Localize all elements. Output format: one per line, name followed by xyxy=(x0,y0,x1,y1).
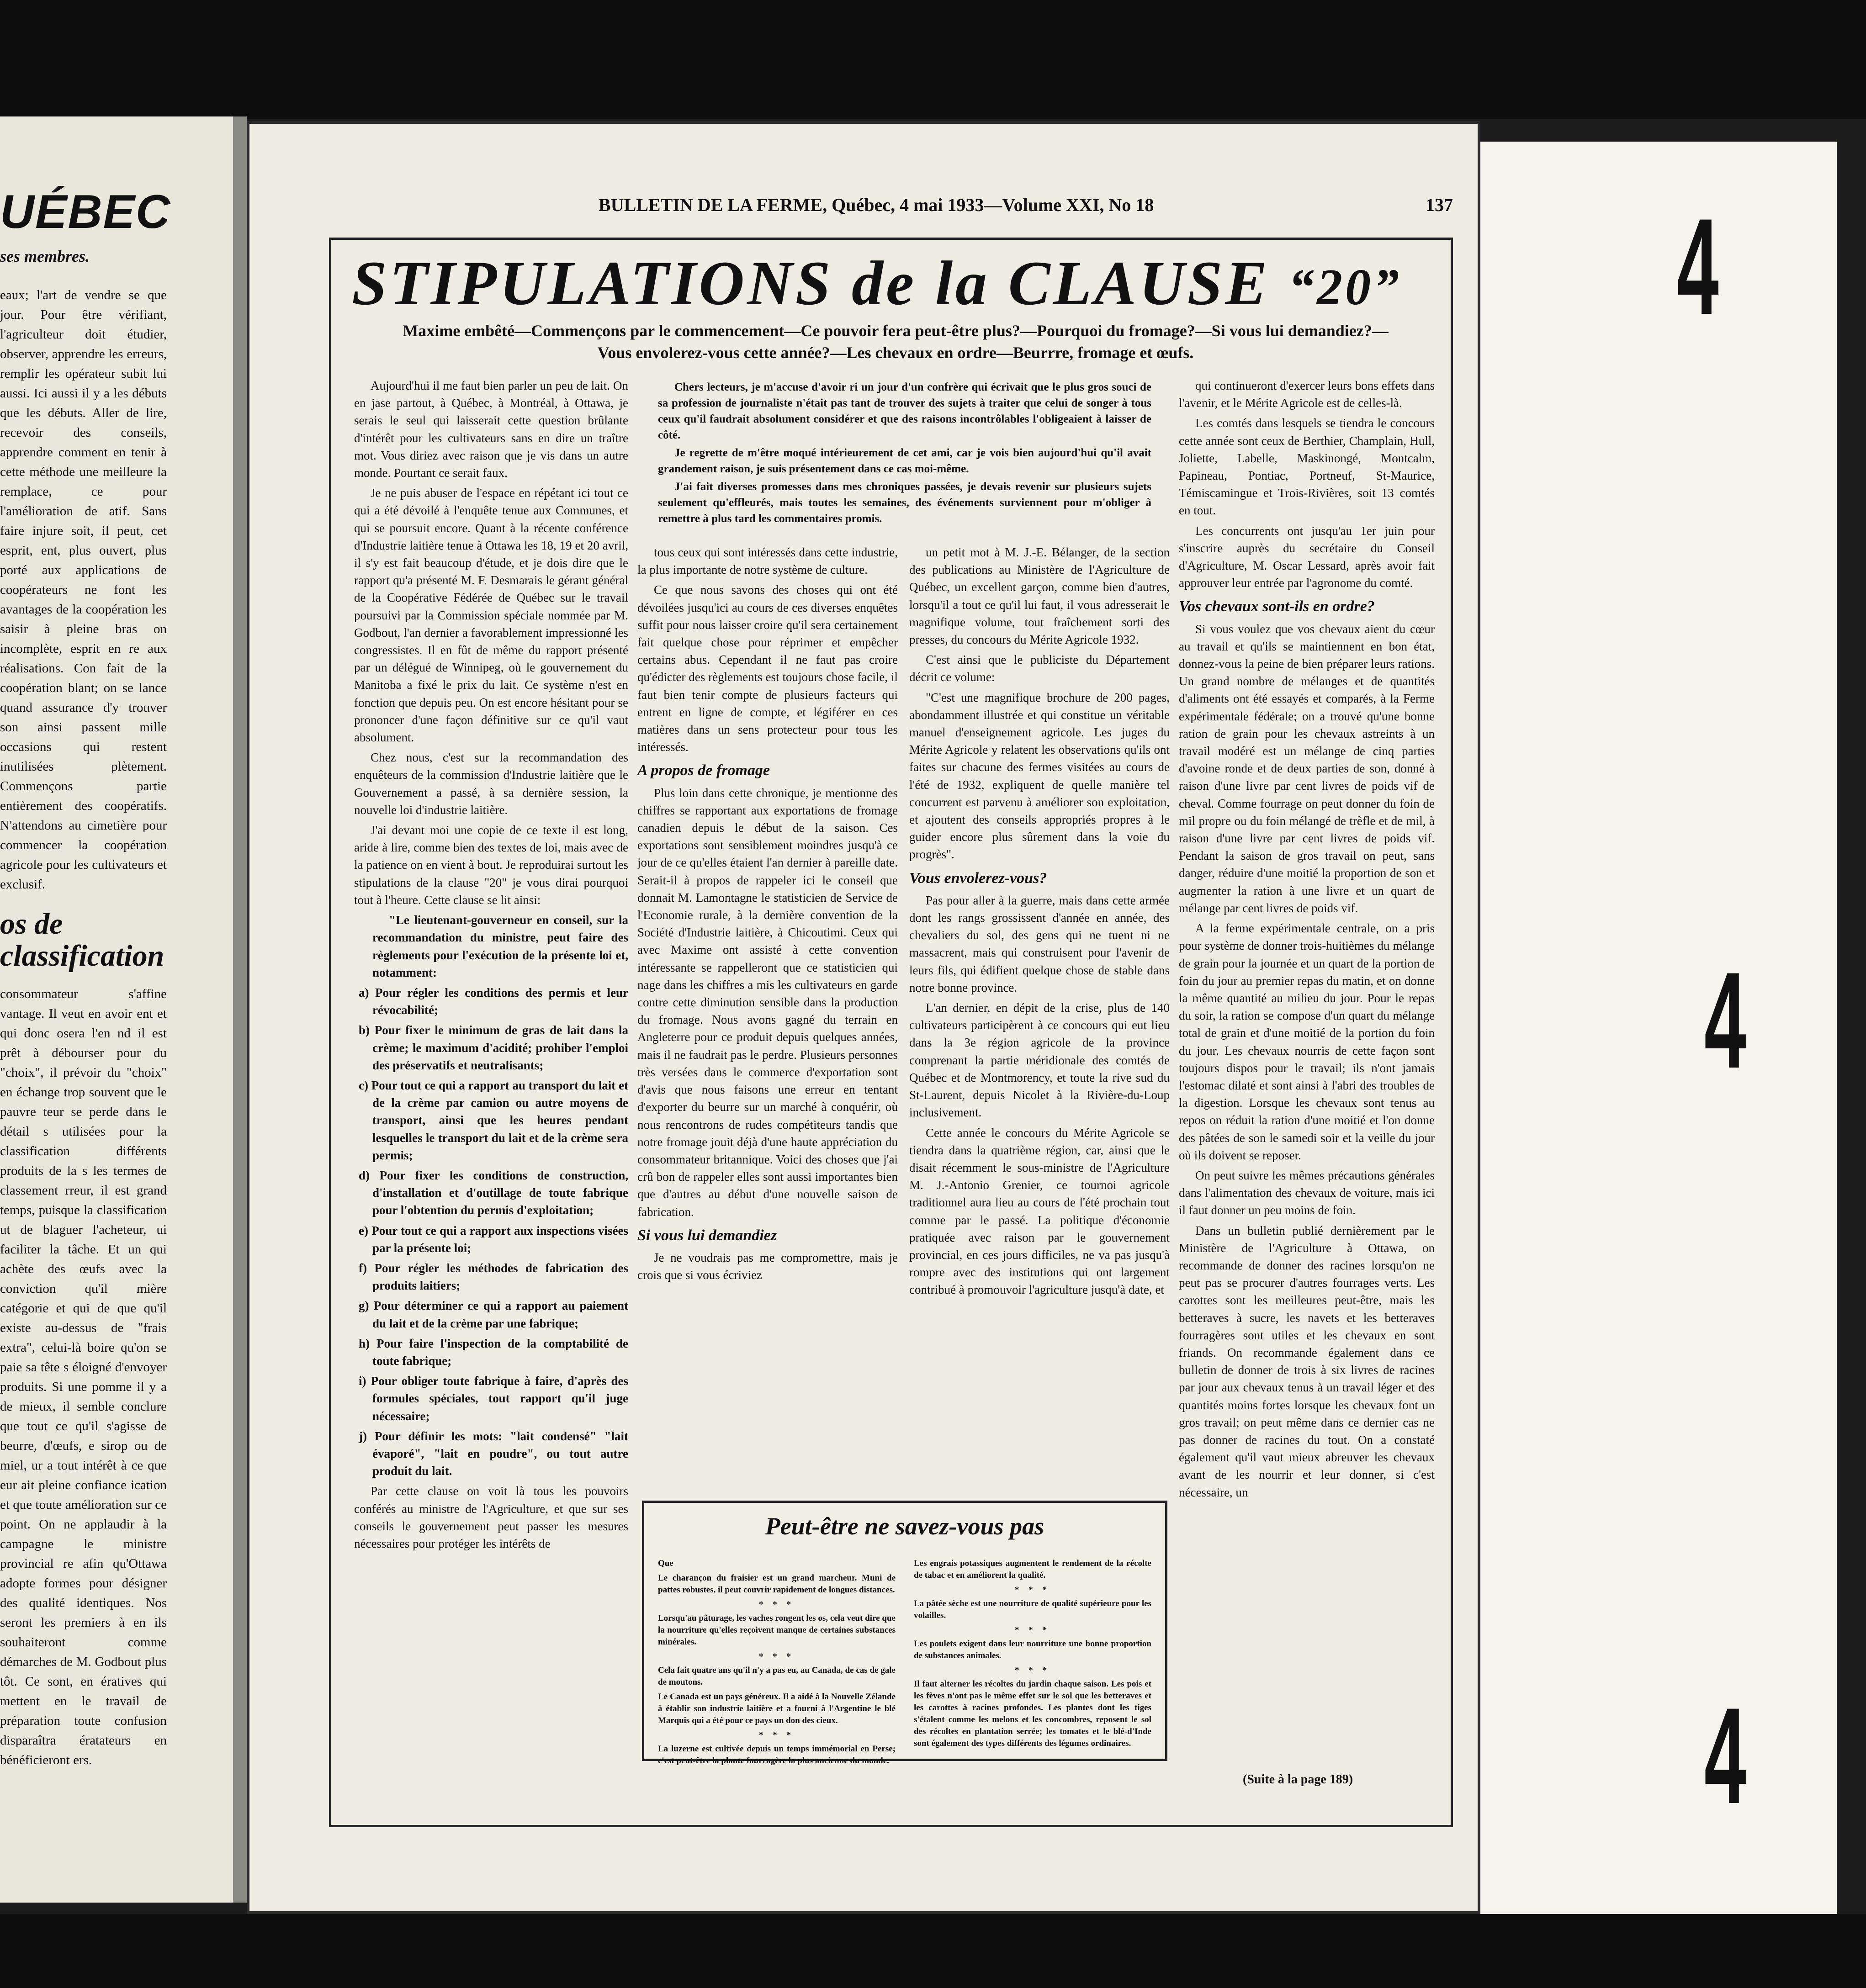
article-column-3 xyxy=(909,544,1170,1494)
film-border-bottom xyxy=(0,1914,1866,1988)
col3-paragraph-6: Cette année le concours du Mérite Agricole se tiendra dans la quatrième région, car, ainsi que le disait récemment le sous-ministre de l'Agriculture M. J.-Antonio Grenier, ce tournoi agricole traditionnel aura lieu au cours de l'été prochain tout comme par le passé. La politique d'économie pratiquée avec raison par le gouvernement provincial, en ces jours difficiles, ne va pas jusqu'à rompre avec des institutions qui ont largement contribué à promouvoir l'agriculture jusqu'à date, et xyxy=(909,1126,1170,1297)
intro-paragraph-2: Je regrette de m'être moqué intérieurement de cet ami, car je vois bien aujourd'hui qu'il avait grandement raison, je suis présentement dans ce cas moi-même. xyxy=(658,447,1151,475)
col1-paragraph-3: Chez nous, c'est sur la recommandation des enquêteurs de la commission d'Industrie laitière que le Gouvernement a passé, à sa dernière session, la nouvelle loi d'industrie laitière. xyxy=(354,751,628,817)
box-left-1: Que xyxy=(658,1559,673,1568)
box-left-5: Le Canada est un pays généreux. Il a aidé à la Nouvelle Zélande à établir son industrie laitière et a fourni à l'Argentine le blé Marquis qui a été pour ce pays un don des cieux. xyxy=(658,1692,896,1725)
box-separator: * * * xyxy=(1015,1585,1050,1595)
clause-a: a) Pour régler les conditions des permis et leur révocabilité; xyxy=(359,985,628,1017)
deck-line-1: Maxime embêté—Commençons par le commencement—Ce pouvoir fera peut-être plus?—Pourquoi du fromage?—Si vous lui demandiez?— xyxy=(403,322,1389,340)
box-title: Peut-être ne savez-vous pas xyxy=(765,1512,1044,1540)
box-separator: * * * xyxy=(759,1600,795,1609)
box-separator: * * * xyxy=(1015,1665,1050,1675)
col2-subheading-1: A propos de fromage xyxy=(637,762,770,779)
col4-paragraph-2: Les comtés dans lesquels se tiendra le concours cette année sont ceux de Berthier, Champlain, Hull, Joliette, Labelle, Maskinongé, Montcalm, Papineau, Pontiac, Portneuf, St-Maurice, Témiscamingue et Trois-Rivières, soit 13 comtés en tout. xyxy=(1179,416,1435,518)
box-left-4: Cela fait quatre ans qu'il n'y a pas eu, au Canada, de cas de gale de moutons. xyxy=(658,1665,896,1687)
col4-paragraph-4: Si vous voulez que vos chevaux aient du cœur au travail et qu'ils se maintiennent en bon état, donnez-vous la peine de bien préparer leurs rations. Un grand nombre de mélanges et de quantités d'aliments ont été essayés et comparés, à la Ferme expérimentale fédérale; on a trouvé qu'une bonne ration de grain pour les chevaux astreints à un travail modéré est un mélange de cinq parties d'avoine ronde et de deux parties de son, donné à raison d'une livre par cent livres de poids vif de cheval. Comme fourrage on peut donner du foin de mil propre ou du foin mélangé de trèfle et de mil, à raison d'une livre par cent livres de poids vif. Pendant la saison de gros travail on peut, sans danger, réduire d'une moitié la proportion de son et augmenter la ration à une livre et un quart de mélange par cent livres de poids vif. xyxy=(1179,622,1435,915)
clause-g: g) Pour déterminer ce qui a rapport au paiement du lait et de la crème par une fabrique; xyxy=(359,1299,628,1330)
clause-i: i) Pour obliger toute fabrique à faire, d'après des formules spéciales, tout rapport qu'il juge nécessaire; xyxy=(359,1374,628,1423)
box-separator: * * * xyxy=(759,1652,795,1661)
col4-paragraph-5: A la ferme expérimentale centrale, on a pris pour système de donner trois-huitièmes du mélange de grain pour la journée et un quart de la portion de foin du jour au premier repas du matin, et on donne la même quantité au milieu du jour. Pour le repas du soir, la ration se compose d'un quart du mélange total de grain et d'une moitié de la portion du foin du jour. Les chevaux nourris de cette façon sont toujours dispos pour le travail; ils n'ont jamais l'estomac dilaté et sont ainsi à l'abri des troubles de la digestion. Lorsque les chevaux sont tenus au repos on réduit la ration d'une moitié et l'on donne des pâtées de son le samedi soir et la veille du jour où ils doivent se reposer. xyxy=(1179,921,1435,1162)
deck-line-2: Vous envolerez-vous cette année?—Les chevaux en ordre—Beurrre, fromage et œufs. xyxy=(597,344,1194,362)
left-page-text-top: eaux; l'art de vendre se que jour. Pour être vérifiant, l'agriculteur doit étudier, observer, apprendre les erreurs, remplir les opérateur subit lui aussi. Ici aussi il y a les débuts que les débuts. Aller de lire, recevoir des conseils, apprendre comment en tenir à cette méthode une meilleure la remplace, ce pour l'amélioration de atif. Sans faire injure soit, il peut, cet esprit, ent, plus ouvert, plus porté aux applications de coopérateurs ne font les avantages de la coopération les saisir à pleine bras on incomplète, esprit en re aux réalisations. Con fait de la coopération blant; on se lance quand assurance d'y trouver son ainsi passent mille occasions qui restent inutilisées plètement. Commençons partie entièrement des coopératifs. N'attendons au cimetière pour commencer la coopération agricole pour les cultivateurs et exclusif. xyxy=(0,288,167,892)
frame-number-3: 4 xyxy=(1704,1679,1746,1832)
page-gutter xyxy=(233,116,247,1903)
box-right-1: Les engrais potassiques augmentent le rendement de la récolte de tabac et en améliorent la qualité. xyxy=(914,1559,1151,1580)
col1-paragraph-2: Je ne puis abuser de l'espace en répétant ici tout ce qui a été dévoilé à l'enquête tenue aux Communes, et qui se poursuit encore. Quant à la récente conférence d'Industrie laitière tenue à Ottawa les 18, 19 et 20 avril, il s'y est fait beaucoup d'étude, et je dois dire que le rapport qu'a présenté M. F. Desmarais le gérant général de la Coopérative Fédérée de Québec sur le travail poursuivi par la Commission spéciale nommée par M. Godbout, l'an dernier a favorablement impressionné les congressistes. Il en fût de même du rapport présenté par un délégué de Winnipeg, où le gouvernement du Manitoba a fixé le prix du lait. Ce système n'est en fonction que depuis peu. On est encore hésitant pour se prononcer d'une façon définitive sur ce qu'il vaut absolument. xyxy=(354,486,628,745)
col4-paragraph-7: Dans un bulletin publié dernièrement par le Ministère de l'Agriculture à Ottawa, on recommande de donner des racines lorsqu'on ne peut pas se procurer d'autres fourrages verts. Les carottes sont les meilleures peut-être, mais les betteraves à sucre, les navets et les betteraves fourragères sont utiles et les chevaux en sont friands. On recommande également dans ce bulletin de donner de trois à six livres de racines par jour aux chevaux tenus à un travail léger et des quantités moins fortes lorsque les chevaux font un gros travail; on peut même dans ce dernier cas ne pas donner de racines du tout. On a constaté également qu'il vaut mieux abreuver les chevaux avant de les nourrir et leur donner, si c'est nécessaire, un xyxy=(1179,1223,1435,1499)
film-border-top xyxy=(0,0,1866,119)
col2-paragraph-2: Ce que nous savons des choses qui ont été dévoilées jusqu'ici au cours de ces diverses enquêtes suffit pour nous laisser croire qu'il sera certainement fait quelque chose pour réprimer et empêcher certains abus. Cependant il ne faut pas croire qu'édicter des règlements est toujours chose facile, il faut bien tenir compte de plusieurs facteurs qui entrent en ligne de compte, et légiférer en ces matières dans un sens protecteur pour tous les intéressés. xyxy=(637,583,898,754)
box-right-2: La pâtée sèche est une nourriture de qualité supérieure pour les volailles. xyxy=(914,1599,1151,1620)
headline-number: “20” xyxy=(1288,259,1402,316)
box-left-3: Lorsqu'au pâturage, les vaches rongent les os, cela veut dire que la nourriture qu'elles reçoivent manque de certaines substances minérales. xyxy=(658,1613,896,1647)
col4-paragraph-6: On peut suivre les mêmes précautions générales dans l'alimentation des chevaux de voiture, mais ici il faut donner un peu moins de foin. xyxy=(1179,1168,1435,1217)
col4-subheading-1: Vos chevaux sont-ils en ordre? xyxy=(1179,598,1375,615)
page-number: 137 xyxy=(1426,195,1453,215)
col2-paragraph-3: Plus loin dans cette chronique, je mentionne des chiffres se rapportant aux exportations de fromage canadien depuis le début de la saison. Ces exportations sont sensiblement moindres jusqu'à ce jour de ce qu'elles étaient l'an dernier à pareille date. Serait-il à propos de rappeler ici le conseil que donnait M. Lamontagne le statisticien de Service de l'Economie rurale, à la dernière convention de la Société d'Industrie laitière, à Chicoutimi. Ceux qui avec Maxime ont assisté à cette convention intéressante se rappelleront que ce statisticien qui nage dans les chiffres a mis les cultivateurs en garde contre cette diminution sensible dans la production du fromage. Nous avons gagné du terrain en Angleterre pour ce produit depuis quelques années, mais il ne faudrait pas le perdre. Plusieurs personnes très versées dans le commerce d'exportation sont d'avis que nous faisons une erreur en tentant d'exporter du beurre sur un marché à conquérir, où nous rencontrons de rudes compétiteurs tandis que notre fromage jouit déjà d'une haute appréciation du consommateur britannique. Voici des choses que j'ai crû bon de rappeler elles sont aussi importantes bien que d'autres au début d'une nouvelle saison de fabrication. xyxy=(637,786,898,1219)
article-column-2 xyxy=(637,544,898,1494)
clause-h: h) Pour faire l'inspection de la comptabilité de toute fabrique; xyxy=(359,1336,628,1368)
clause-e: e) Pour tout ce qui a rapport aux inspections visées par la présente loi; xyxy=(359,1223,628,1255)
col1-paragraph-1: Aujourd'hui il me faut bien parler un peu de lait. On en jase partout, à Québec, à Montréal, à Ottawa, je serais le seul qui laisserait cette question brûlante d'intérêt pour les cultivateurs sans en dire un traître mot. Vous diriez avec raison que je vis dans un autre monde. Pourtant ce serait faux. xyxy=(354,379,628,480)
col2-subheading-2: Si vous lui demandiez xyxy=(637,1227,777,1244)
col1-paragraph-5: Par cette clause on voit là tous les pouvoirs conférés au ministre de l'Agriculture, et que sur ses conseils le gouvernement peut passer les mesures nécessaires pour protéger les intérêts de xyxy=(354,1484,628,1550)
clause-intro: "Le lieutenant-gouverneur en conseil, sur la recommandation du ministre, peut faire des règlements pour l'exécution de la présente loi et, notamment: xyxy=(372,913,628,979)
left-page-text-bottom: consommateur s'affine vantage. Il veut en avoir ent et qui donc osera l'en nd il est prêt à débourser pour du "choix", il prévoir du "choix" en échange trop souvent que le pauvre teur se perde dans le détail s utilisées pour la classification différents produits de la s les termes de classement rreur, il est grand temps, puisque la classification ut de blaguer l'acheteur, ui faciliter la tâche. Et un qui achète des œufs avec la conviction qu'il mière catégorie et qui de que qu'il existe au-dessus de "frais extra", celui-là boire qu'on se paie sa tête s éloigné d'envoyer produits. Si une pomme il y a de mieux, il semble conclure que tout ce qu'il s'agisse de beurre, d'œufs, e sirop ou de miel, ur a tout intérêt à ce que eur ait pleine confiance ication et que toute amélioration sur ce point. On ne applaudir à la campagne le ministre provincial re afin qu'Ottawa adopte formes pour désigner des qualité identiques. Nos seront les premiers à en ils souhaiteront comme démarches de M. Godbout plus tôt. Ce sont, en ératives qui mettent en le travail de préparation toute confusion disparaîtra ératateurs en bénéficieront ers. xyxy=(0,987,167,1767)
box-right-4: Il faut alterner les récoltes du jardin chaque saison. Les pois et les fèves n'ont pas le même effet sur le sol que les betteraves et les carottes à racines profondes. Les plantes dont les tiges s'étalent comme les melons et les concombres, reposent le sol des récoltes en plantation serrée; les tomates et le blé-d'Inde sont également des types différents des légumes ordinaires. xyxy=(914,1679,1151,1748)
col1-paragraph-4: J'ai devant moi une copie de ce texte il est long, aride à lire, comme bien des textes de loi, mais avec de la patience on en vient à bout. Je reproduirai surtout les stipulations de la clause "20" je vous dirai pourquoi tout à l'heure. Cette clause se lit ainsi: xyxy=(354,823,628,907)
col2-paragraph-1: tous ceux qui sont intéressés dans cette industrie, la plus importante de notre système de culture. xyxy=(637,545,898,577)
frame-number-2: 4 xyxy=(1704,943,1746,1097)
col3-paragraph-5: L'an dernier, en dépit de la crise, plus de 140 cultivateurs participèrent à ce concours qui eut lieu dans la 3e région agricole de la province comprenant la partie méridionale des comtés de Québec et de Montmorency, et toute la rive sud du St-Laurent, depuis Nicolet à la Rivière-du-Loup inclusivement. xyxy=(909,1001,1170,1120)
box-right-column xyxy=(914,1558,1151,1752)
col4-paragraph-1: qui continueront d'exercer leurs bons effets dans l'avenir, et le Mérite Agricole est de celles-là. xyxy=(1179,379,1435,410)
col3-subheading-1: Vous envolerez-vous? xyxy=(909,869,1047,887)
box-separator: * * * xyxy=(759,1730,795,1740)
article-column-1 xyxy=(354,377,628,1816)
continued-note: (Suite à la page 189) xyxy=(1243,1772,1353,1787)
col3-paragraph-3: "C'est une magnifique brochure de 200 pages, abondamment illustrée et qui constitue un véritable manuel d'enseignement agricole. Les juges du Mérite Agricole y relatent les observations qu'ils ont faites sur chacune des fermes visitées au cours de l'été de 1932, expliquent de quelle manière tel concurrent est parvenu à améliorer son exploitation, et ajoutent des conseils appropriés propres à le guider encore plus sûrement dans la voie du progrès". xyxy=(909,690,1170,862)
left-page-heading-1: os de xyxy=(0,907,63,941)
clause-d: d) Pour fixer les conditions de construction, d'installation et d'outillage de toute fabrique pour l'obtention du permis d'exploitation; xyxy=(359,1168,628,1217)
intro-paragraph-3: J'ai fait diverses promesses dans mes chroniques passées, je devais revenir sur plusieurs sujets seulement qu'effleurés, mais toutes les semaines, des événements surviennent pour m'obliger à remettre à plus tard les commentaires promis. xyxy=(658,481,1151,525)
clause-j: j) Pour définir les mots: "lait condensé" "lait évaporé", "lait en poudre", ou tout autre produit du lait. xyxy=(359,1429,628,1478)
col3-paragraph-2: C'est ainsi que le publiciste du Département décrit ce volume: xyxy=(909,653,1170,684)
clause-c: c) Pour tout ce qui a rapport au transport du lait et de la crème par camion ou autre moyens de transport, ainsi que les heures pendant lesquelles le transport du lait et de la crème sera permis; xyxy=(359,1078,628,1162)
article-headline xyxy=(352,247,1439,319)
box-separator: * * * xyxy=(1015,1625,1050,1635)
right-paper-strip xyxy=(1480,142,1837,1914)
running-title: BULLETIN DE LA FERME, Québec, 4 mai 1933—Volume XXI, No 18 xyxy=(599,195,1154,215)
col2-paragraph-4: Je ne voudrais pas me compromettre, mais je crois que si vous écriviez xyxy=(637,1250,898,1282)
did-you-know-box xyxy=(642,1501,1167,1766)
clause-b: b) Pour fixer le minimum de gras de lait dans la crème; le maximum d'acidité; prohiber l'emploi des préservatifs et neutralisants; xyxy=(359,1023,628,1072)
left-page-heading-2: classification xyxy=(0,939,164,973)
box-right-3: Les poulets exigent dans leur nourriture une bonne proportion de substances animales. xyxy=(914,1639,1151,1660)
left-page-subtitle: ses membres. xyxy=(0,247,90,265)
article-column-4 xyxy=(1179,377,1435,1766)
box-left-2: Le charançon du fraisier est un grand marcheur. Muni de pattes robustes, il peut couvrir rapidement de longues distances. xyxy=(658,1573,896,1595)
intro-paragraph-1: Chers lecteurs, je m'accuse d'avoir ri un jour d'un confrère qui écrivait que le plus gros souci de sa profession de journaliste n'était pas tant de trouver des sujets à traiter que celui de songer à tous ceux qu'il faudrait absolument considérer et que des raisons incontrôlables l'obligeaient à laisser de côté. xyxy=(658,381,1151,441)
headline-main: STIPULATIONS de la CLAUSE xyxy=(352,248,1270,318)
article-deck xyxy=(352,320,1439,364)
left-page-title: UÉBEC xyxy=(0,185,171,238)
col3-paragraph-4: Pas pour aller à la guerre, mais dans cette armée dont les rangs grossissent d'année en année, des chevaliers du sol, des gens qui ne tuent ni ne massacrent, mais qui construisent pour l'avenir de leurs fils, qui édifient quelque chose de stable dans notre bonne province. xyxy=(909,893,1170,994)
col3-paragraph-1: un petit mot à M. J.-E. Bélanger, de la section des publications au Ministère de l'Agriculture de Québec, un excellent garçon, comme bien d'autres, lorsqu'il a tout ce qu'il lui faut, il vous adresserait le magnifique volume, tout fraîchement sorti des presses, du concours du Mérite Agricole 1932. xyxy=(909,545,1170,647)
clause-f: f) Pour régler les méthodes de fabrication des produits laitiers; xyxy=(359,1261,628,1293)
box-left-6: La luzerne est cultivée depuis un temps immémorial en Perse; c'est peut-être la plante fourragère la plus ancienne du monde. xyxy=(658,1744,896,1766)
box-left-column xyxy=(658,1558,896,1770)
col4-paragraph-3: Les concurrents ont jusqu'au 1er juin pour s'inscrire auprès du secrétaire du Conseil d'Agriculture, M. Oscar Lessard, après avoir fait approuver leur entrée par l'agronome du comté. xyxy=(1179,523,1435,590)
left-page-fragment xyxy=(0,116,233,1903)
article-intro xyxy=(658,379,1151,529)
frame-number-1: 4 xyxy=(1677,190,1719,343)
